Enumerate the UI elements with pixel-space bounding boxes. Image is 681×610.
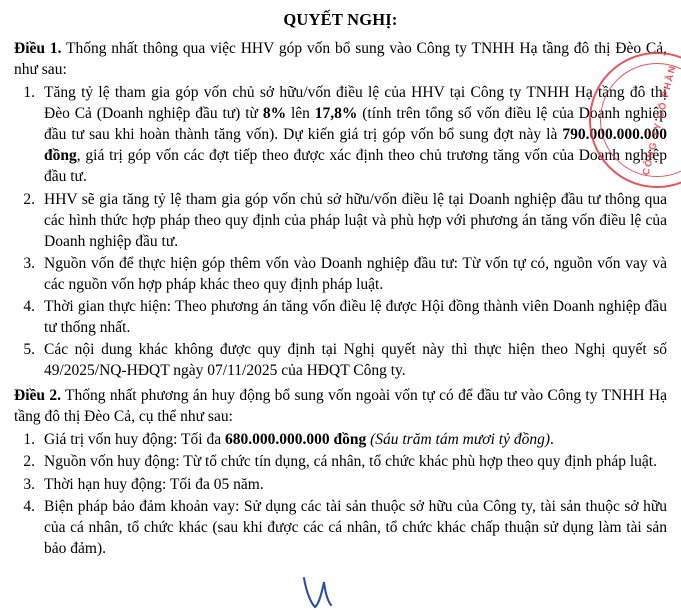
article-item-list — [14, 82, 667, 381]
list-item-number: 3. — [23, 475, 35, 493]
list-item — [14, 82, 667, 187]
text-run: Nguồn vốn để thực hiện góp thêm vốn vào Doanh nghiệp đầu tư: Từ vốn tự có, nguồn vốn vay và các nguồn vốn hợp pháp khác theo quy định pháp luật. — [44, 254, 667, 293]
article-heading — [14, 38, 667, 80]
list-item — [14, 339, 667, 381]
list-item — [14, 296, 667, 338]
list-item-number: 3. — [23, 254, 35, 272]
text-run: 790.000.000.000 đồng — [44, 126, 667, 165]
list-item-text — [44, 296, 667, 338]
list-item-text — [44, 496, 667, 559]
list-item-number: 4. — [23, 497, 35, 515]
signature-mark — [300, 576, 336, 610]
text-run: , giá trị góp vốn các đợt tiếp theo được xác định theo chủ trương tăng vốn của Doanh nghiệp đầu tư. — [44, 147, 667, 186]
text-run: Nguồn vốn huy động: Từ tổ chức tín dụng, cá nhân, tổ chức khác phù hợp theo quy định pháp luật. — [44, 453, 657, 471]
list-item — [14, 189, 667, 252]
list-item-number: 1. — [23, 431, 35, 449]
list-item-text — [44, 339, 667, 381]
list-item-number: 5. — [23, 341, 35, 359]
text-run: 8% — [262, 105, 287, 123]
list-item — [14, 474, 667, 495]
article-intro: Thống nhất thông qua việc HHV góp vốn bổ sung vào Công ty TNHH Hạ tầng đô thị Đèo Cả, như sau: — [14, 40, 668, 79]
list-item-text — [44, 474, 667, 495]
text-run: 17,8% — [314, 105, 358, 123]
page-title: QUYẾT NGHỊ: — [283, 10, 398, 29]
article-label: Điều 2. — [14, 387, 61, 405]
list-item-number: 2. — [23, 453, 35, 471]
text-run: Thời hạn huy động: Tối đa 05 năm. — [44, 475, 264, 493]
article-label: Điều 1. — [14, 40, 62, 57]
text-run: Giá trị vốn huy động: Tối đa — [44, 431, 225, 449]
list-item-text — [44, 429, 667, 450]
list-item-number: 2. — [23, 190, 35, 208]
articles-container — [14, 38, 667, 559]
text-run: . — [550, 431, 554, 449]
article-item-list — [14, 429, 667, 558]
list-item — [14, 253, 667, 295]
list-item — [14, 451, 667, 472]
text-run: Biện pháp bảo đảm khoản vay: Sử dụng các tài sản thuộc sở hữu của Công ty, tài sản thuộc sở hữu của cá nhân, tổ chức khác (sau khi được các cá nhân, tổ chức khác chấp thuận sử dụng làm tài sản bảo đảm). — [44, 497, 667, 557]
article-heading — [14, 385, 667, 427]
text-run: Thời gian thực hiện: Theo phương án tăng vốn điều lệ được Hội đồng thành viên Doanh nghiệp đầu tư thống nhất. — [44, 297, 667, 337]
text-run: Tăng tỷ lệ tham gia góp vốn chủ sở hữu/vốn điều lệ của HHV tại Công ty TNHH Hạ tầng đô thị Đèo Cả (Doanh nghiệp đầu tư) từ — [44, 84, 667, 123]
list-item — [14, 496, 667, 559]
list-item-text — [44, 189, 667, 252]
stamp-label: CÔNG TY CỔ PHẦN — [640, 63, 679, 177]
list-item-text — [44, 253, 667, 295]
list-item-number: 4. — [23, 297, 35, 315]
text-run: lên — [286, 105, 315, 123]
list-item-text — [44, 451, 667, 472]
text-run: (tính trên tổng số vốn điều lệ của Doanh nghiệp đầu tư sau khi hoàn thành tăng vốn). Dự kiến giá trị góp vốn bổ sung đợt này là — [44, 105, 668, 144]
list-item — [14, 429, 667, 450]
text-run: HHV sẽ gia tăng tỷ lệ tham gia góp vốn chủ sở hữu/vốn điều lệ tại Doanh nghiệp đầu tư thông qua các hình thức hợp pháp theo quy định của pháp luật và phù hợp với phương án tăng vốn điều lệ của Doanh nghiệp đầu tư. — [44, 190, 667, 250]
text-run: (Sáu trăm tám mươi tỷ đồng) — [370, 431, 550, 449]
text-run: Các nội dung khác không được quy định tại Nghị quyết này thì thực hiện theo Nghị quyết số 49/2025/NQ-HĐQT ngày 07/11/2025 của HĐQT Công ty. — [44, 341, 667, 380]
list-item-text — [44, 82, 667, 187]
article-intro: Thống nhất phương án huy động bổ sung vốn ngoài vốn tự có để đầu tư vào Công ty TNHH Hạ tầng đô thị Đèo Cả, cụ thể như sau: — [14, 387, 667, 426]
text-run: 680.000.000.000 đồng — [224, 431, 367, 449]
list-item-number: 1. — [23, 84, 35, 102]
